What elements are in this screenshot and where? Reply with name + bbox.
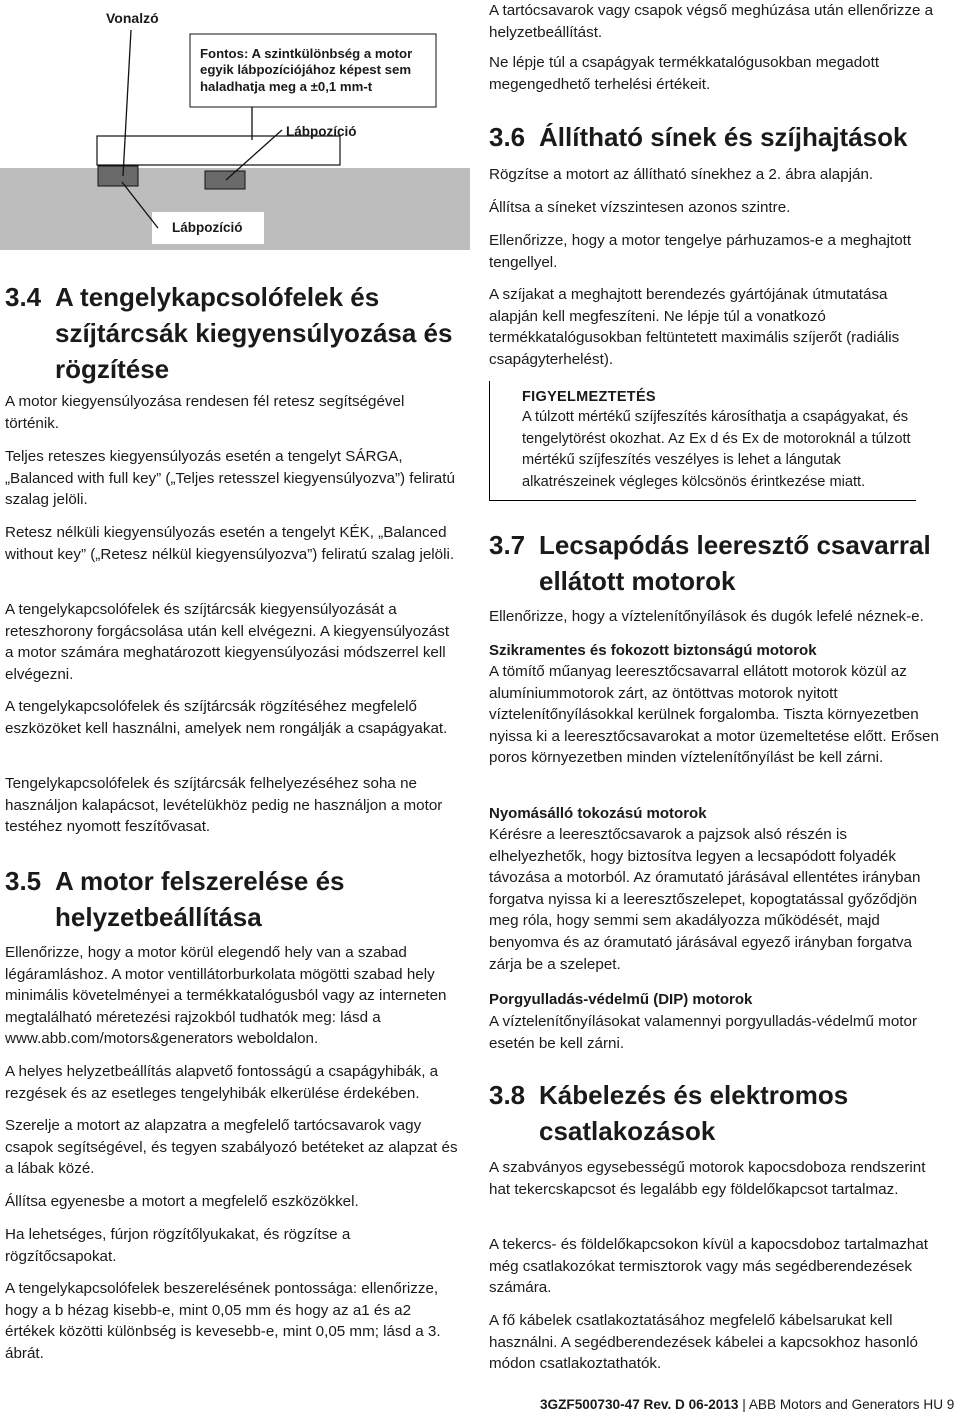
paragraph: Ne lépje túl a csapágyak termékkatalógusokban megadott megengedhető terhelési értékeit. <box>489 54 880 93</box>
heading-line: Kábelezés és elektromos <box>539 1080 849 1110</box>
paragraph: Retesz nélküli kiegyensúlyozás esetén a tengelyt KÉK, „Balanced without key” („Retesz nélkül kiegyensúlyozva”) feliratú szalag jelöli. <box>5 524 455 563</box>
paragraph: Állítsa egyenesbe a motort a megfelelő eszközökkel. <box>5 1193 359 1210</box>
heading-line: Lecsapódás leeresztő csavarral <box>539 530 931 560</box>
paragraph: A motor kiegyensúlyozása rendesen fél retesz segítségével történik. <box>5 393 405 432</box>
paragraph: A tekercs- és földelőkapcsokon kívül a kapocsdoboz tartalmazhat még csatlakozókat termisztorok vagy más segédberendezések számára. <box>489 1236 928 1297</box>
paragraph: Ellenőrizze, hogy a víztelenítőnyílások és dugók lefelé néznek-e. <box>489 608 924 625</box>
paragraph: A tengelykapcsolófelek és szíjtárcsák kiegyensúlyozását a reteszhorony forgácsolása után kell elvégezni. A kiegyensúlyozást a motor számára meghatározott kiegyensúlyozási módszerrel kell elvégezni. <box>5 601 450 683</box>
footer-page-number: 9 <box>946 1397 955 1412</box>
paragraph: A szíjakat a meghajtott berendezés gyártójának útmutatása alapján kell megfeszíteni. Ne lépje túl a vonatkozó termékkatalógusokban feltüntetett maximális szíjerőt (radiális csapágyterhelést). <box>489 286 900 368</box>
heading-number: 3.5 <box>5 866 42 896</box>
heading-number: 3.4 <box>5 282 42 312</box>
heading-number: 3.8 <box>489 1080 526 1110</box>
note-text: Fontos: A szintkülönbség a motor egyik lábpozíciójához képest sem haladhatja meg a ±0,1 mm-t <box>200 46 413 94</box>
paragraph: Szerelje a motort az alapzatra a megfelelő tartócsavarok vagy csapok segítségével, és tegyen szabályozó betéteket az alapzat és a lábak közé. <box>5 1117 458 1178</box>
paragraph: A tengelykapcsolófelek beszerelésének pontossága: ellenőrizze, hogy a b hézag kisebb-e, mint 0,05 mm és hogy az a1 és a2 értékek közötti különbség is kevesebb-e, mint 0,05 mm; lásd a 3. ábrát. <box>5 1280 441 1362</box>
paragraph: A tömítő műanyag leeresztőcsavarral ellátott motorok közül az alumíniummotorok zárt, az öntöttvas motorok nyitott víztelenítőnyílásokkal kerülnek forgalomba. Tiszta környezetben nyissa ki a leeresztőcsavarokat a motor üzemeltetése előtt. Erősen poros környezetben minden víztelenítőnyílást be kell zárni. <box>489 663 939 767</box>
heading-number: 3.6 <box>489 122 526 152</box>
subheading: Porgyulladás-védelmű (DIP) motorok <box>489 991 753 1008</box>
heading-line: szíjtárcsák kiegyensúlyozása és <box>55 318 453 348</box>
heading-3-6 <box>489 119 959 155</box>
foot-label-top: Lábpozíció <box>286 124 357 139</box>
paragraph: Teljes reteszes kiegyensúlyozás esetén a tengelyt SÁRGA, „Balanced with full key” („Teljes retesszel kiegyensúlyozva”) feliratú szalag jelöli. <box>5 448 455 509</box>
subheading: Szikramentes és fokozott biztonságú motorok <box>489 642 817 659</box>
paragraph: A fő kábelek csatlakoztatásához megfelelő kábelsarukat kell használni. A segédberendezések kábelei a kapcsokhoz hasonló módon csatlakoztathatók. <box>489 1312 918 1373</box>
paragraph: A helyes helyzetbeállítás alapvető fontosságú a csapágyhibák, a rezgések és az esetleges tengelyhibák elkerülése érdekében. <box>5 1063 439 1102</box>
paragraph: Ellenőrizze, hogy a motor tengelye párhuzamos-e a meghajtott tengellyel. <box>489 232 912 271</box>
foot-position-diagram <box>0 0 470 250</box>
heading-number: 3.7 <box>489 530 526 560</box>
paragraph: Ellenőrizze, hogy a motor körül elegendő hely van a szabad légáramláshoz. A motor ventillátorburkolata mögötti szabad hely minimális követelményei a termékkatalógusból vagy az interneten megtalálható méretezési rajzokból tudhatók meg: lásd a www.abb.com/motors&generators weboldalon. <box>5 944 447 1048</box>
warning-box <box>489 381 916 501</box>
ruler-label: Vonalzó <box>106 10 159 26</box>
footer-separator: | <box>742 1397 746 1412</box>
paragraph: A tartócsavarok vagy csapok végső meghúzása után ellenőrizze a helyzetbeállítást. <box>489 2 934 41</box>
heading-line: helyzetbeállítása <box>55 902 262 932</box>
footer-publisher: ABB Motors and Generators HU <box>748 1397 944 1412</box>
warning-text: A túlzott mértékű szíjfeszítés károsíthatja a csapágyakat, és tengelytörést okozhat. Az Ex d és Ex de motoroknál a túlzott mértékű szíjfeszítés veszélyes is lehet a lángutak alkatrészeinek végleges kölcsönös érintkezése miatt. <box>522 409 911 490</box>
warning-title: FIGYELMEZTETÉS <box>522 389 656 405</box>
heading-line: rögzítése <box>55 354 170 384</box>
paragraph: Rögzítse a motort az állítható sínekhez a 2. ábra alapján. <box>489 166 874 183</box>
paragraph: Állítsa a síneket vízszintesen azonos szintre. <box>489 199 791 216</box>
paragraph: Tengelykapcsolófelek és szíjtárcsák felhelyezéséhez soha ne használjon kalapácsot, levételükhöz pedig ne használjon a motor testéhez nyomott feszítővasat. <box>5 775 443 836</box>
foot-left <box>98 166 138 186</box>
heading-3-7 <box>489 527 959 599</box>
paragraph: A víztelenítőnyílásokat valamennyi porgyulladás-védelmű motor esetén be kell zárni. <box>489 1013 918 1052</box>
page-footer <box>540 1395 960 1415</box>
heading-line: Állítható sínek és szíjhajtások <box>539 122 908 152</box>
heading-3-5 <box>5 863 467 935</box>
ruler-bar <box>97 136 340 165</box>
heading-3-4 <box>5 279 467 387</box>
heading-line: A tengelykapcsolófelek és <box>55 282 380 312</box>
foot-label-bottom: Lábpozíció <box>172 220 243 235</box>
paragraph: Ha lehetséges, fúrjon rögzítőlyukakat, és rögzítse a rögzítőcsapokat. <box>5 1226 351 1265</box>
footer-doc-id: 3GZF500730-47 Rev. D 06-2013 <box>540 1397 739 1412</box>
heading-line: csatlakozások <box>539 1116 716 1146</box>
heading-line: A motor felszerelése és <box>55 866 345 896</box>
diagram-drawing <box>0 0 470 250</box>
paragraph: Kérésre a leeresztőcsavarok a pajzsok alsó részén is elhelyezhetők, hogy biztosítva legyen a lecsapódott folyadék távozása a motorból. Az óramutató járásával ellentétes irányban forgatva nyissa ki a leeresztőszelepet, kopogtatással győződjön meg róla, hogy semmi sem akadályozza működését, majd benyomva és az óramutató járásával egyező irányban forgatva zárja be a szelepet. <box>489 826 921 973</box>
heading-line: ellátott motorok <box>539 566 736 596</box>
foot-right <box>205 171 245 189</box>
paragraph: A tengelykapcsolófelek és szíjtárcsák rögzítéséhez megfelelő eszközöket kell használni, amelyek nem rongálják a csapágyakat. <box>5 698 448 737</box>
heading-3-8 <box>489 1077 959 1149</box>
paragraph: A szabványos egysebességű motorok kapocsdoboza rendszerint hat tekercskapcsot és legalább egy földelőkapcsot tartalmaz. <box>489 1159 926 1198</box>
subheading: Nyomásálló tokozású motorok <box>489 805 707 822</box>
